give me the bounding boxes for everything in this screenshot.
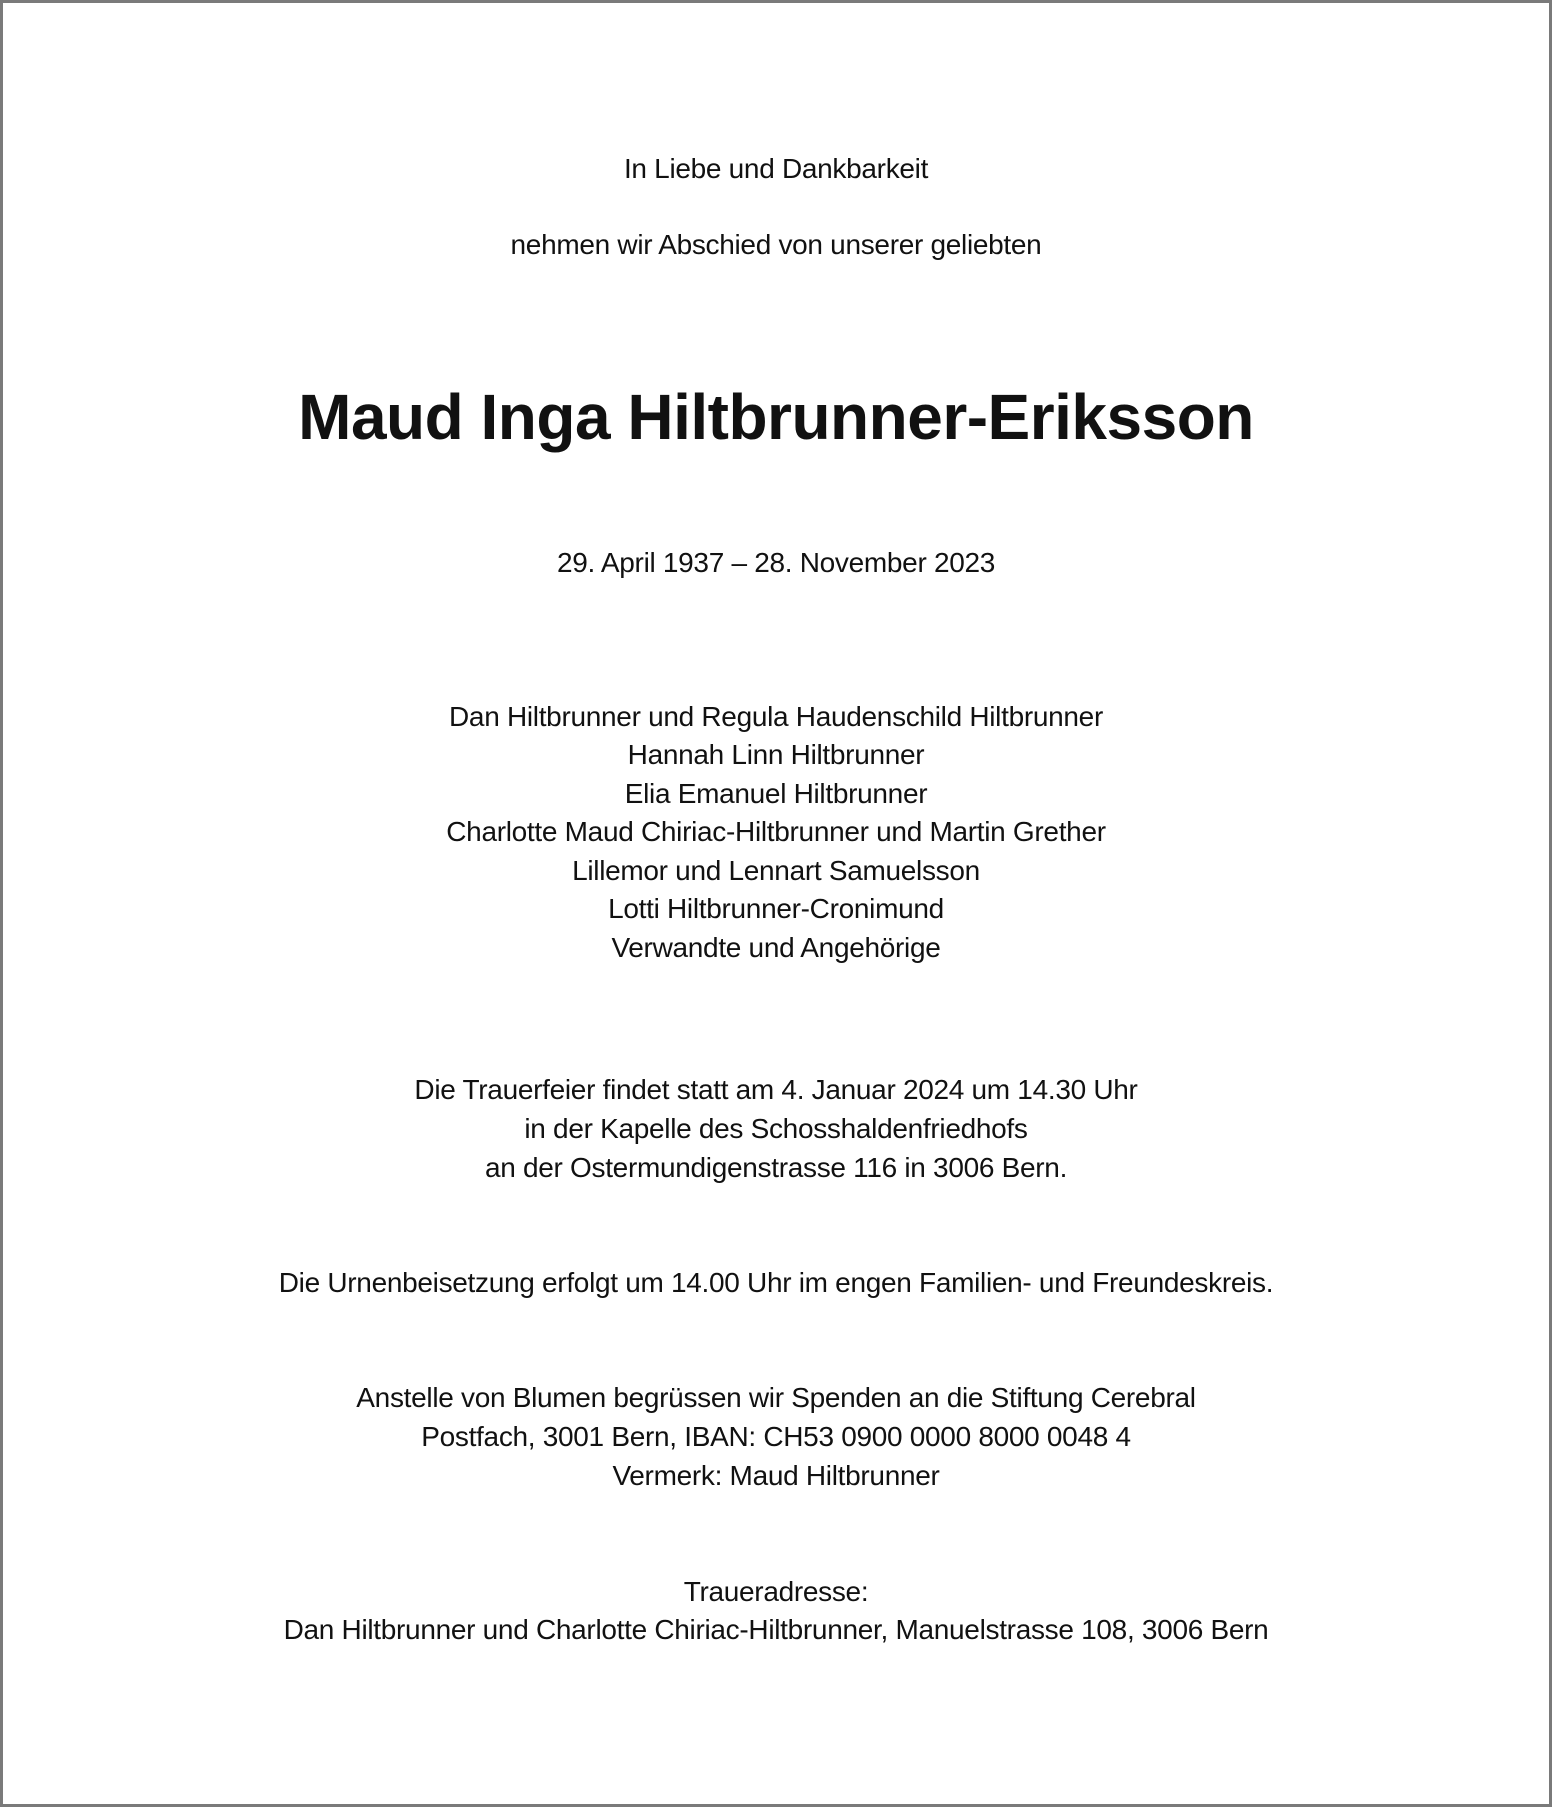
ceremony-line: in der Kapelle des Schosshaldenfriedhofs bbox=[524, 1113, 1028, 1144]
ceremony-line: Die Trauerfeier findet statt am 4. Januar 2024 um 14.30 Uhr bbox=[414, 1074, 1138, 1105]
family-member: Verwandte und Angehörige bbox=[611, 932, 941, 963]
donation-line: Vermerk: Maud Hiltbrunner bbox=[612, 1460, 940, 1491]
family-member: Dan Hiltbrunner und Regula Haudenschild Hiltbrunner bbox=[449, 701, 1103, 732]
urn-burial-text: Die Urnenbeisetzung erfolgt um 14.00 Uhr im engen Familien- und Freundeskreis. bbox=[278, 1267, 1274, 1298]
address-label: Traueradresse: bbox=[683, 1576, 869, 1607]
intro-text: In Liebe und Dankbarkeit bbox=[623, 153, 929, 184]
donation-line: Postfach, 3001 Bern, IBAN: CH53 0900 0000 8000 0048 4 bbox=[421, 1421, 1131, 1452]
donation-line: Anstelle von Blumen begrüssen wir Spenden an die Stiftung Cerebral bbox=[356, 1382, 1196, 1413]
deceased-name: Maud Inga Hiltbrunner-Eriksson bbox=[298, 381, 1254, 453]
family-member: Lillemor und Lennart Samuelsson bbox=[572, 855, 980, 886]
family-member: Elia Emanuel Hiltbrunner bbox=[624, 778, 928, 809]
family-member: Lotti Hiltbrunner-Cronimund bbox=[608, 893, 944, 924]
ceremony-line: an der Ostermundigenstrasse 116 in 3006 Bern. bbox=[484, 1152, 1068, 1183]
address-value: Dan Hiltbrunner und Charlotte Chiriac-Hiltbrunner, Manuelstrasse 108, 3006 Bern bbox=[283, 1614, 1269, 1645]
family-member: Charlotte Maud Chiriac-Hiltbrunner und Martin Grether bbox=[446, 816, 1106, 847]
subintro-text: nehmen wir Abschied von unserer geliebten bbox=[510, 229, 1042, 260]
life-dates: 29. April 1937 – 28. November 2023 bbox=[556, 547, 996, 578]
family-member: Hannah Linn Hiltbrunner bbox=[627, 739, 925, 770]
